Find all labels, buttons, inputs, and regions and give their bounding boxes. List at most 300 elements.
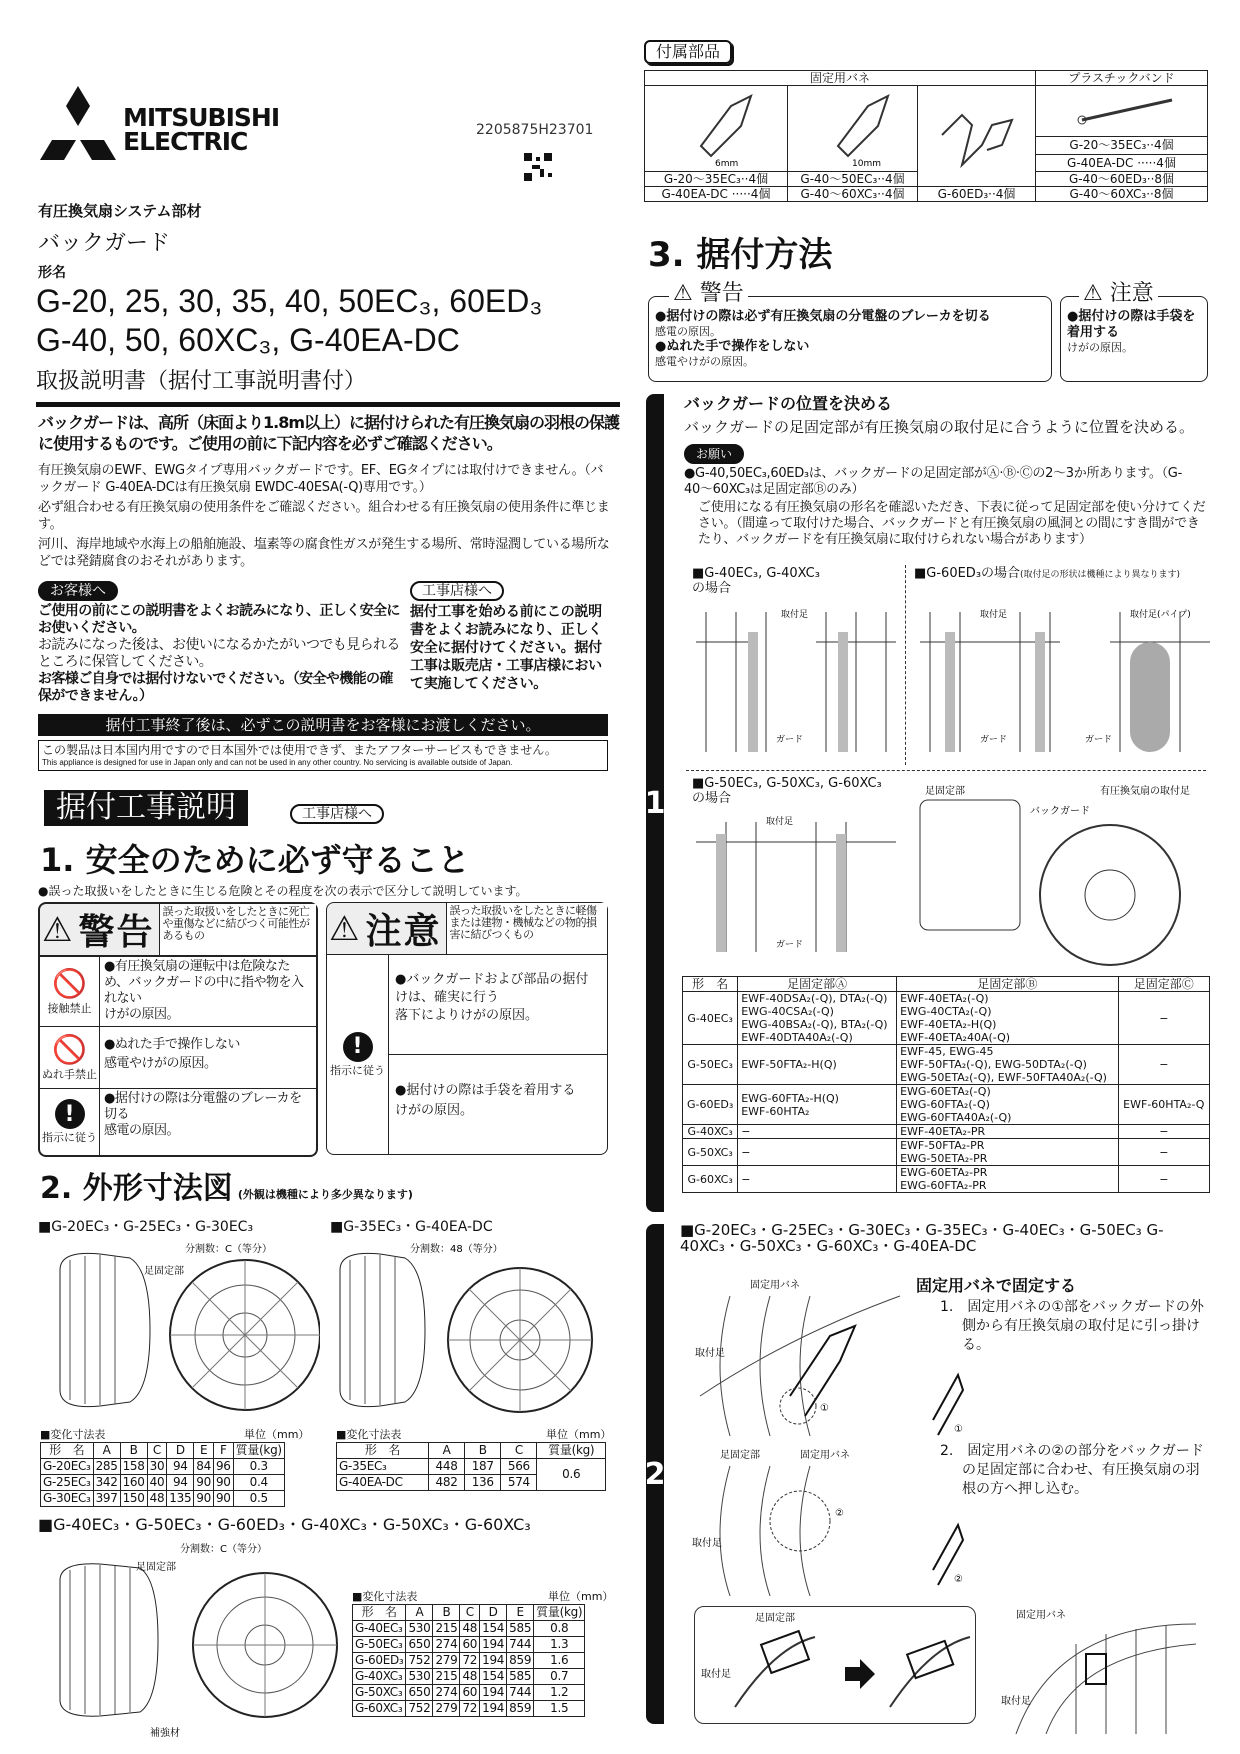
table-cell: 94 [167, 1459, 194, 1475]
japan-only-jp: この製品は日本国内用ですので日本国外では使用できず、またアフターサービスもできません。 [42, 743, 557, 757]
table-cell: EWG-60FTA₂-H(Q) EWF-60HTA₂ [738, 1085, 897, 1125]
label: 取付足 [781, 610, 809, 620]
warning-text: ●ぬれた手で操作しない [104, 1037, 240, 1052]
product-category: 有圧換気扇システム部材 [38, 202, 202, 220]
request-tag: お願い [684, 444, 744, 464]
band-qty: G-20〜35EC₃··4個 [1036, 137, 1208, 154]
press-in-sequence [695, 1607, 975, 1723]
table-cell: 397 [93, 1491, 120, 1507]
method-warning-label: 警告 [699, 281, 744, 306]
icon-label: 指示に従う [330, 1063, 385, 1077]
dimension-table-3 [352, 1604, 585, 1717]
table-cell: − [738, 1139, 897, 1166]
table-row [353, 1621, 585, 1637]
cell-mass: 0.6 [537, 1459, 606, 1491]
table-cell: 650 [406, 1685, 433, 1701]
table-cell: G-40EC₃ [353, 1621, 406, 1637]
column-header: E [194, 1443, 214, 1459]
column-header: 質量(kg) [534, 1605, 585, 1621]
install-tag: 工事店様へ [290, 804, 384, 824]
cell: 136 [465, 1475, 501, 1491]
table-cell: 0.4 [233, 1475, 284, 1491]
step1-title: バックガードの位置を決める [684, 394, 893, 413]
method-warning-text: ●ぬれた手で操作をしない [655, 339, 810, 354]
step2-title: 固定用バネで固定する [916, 1276, 1077, 1295]
reinforce-label: 補強材 [150, 1728, 180, 1739]
table-cell: − [738, 1125, 897, 1139]
step2-diagram-2 [690, 1446, 910, 1596]
column-header: E [507, 1605, 534, 1621]
dimensions-heading-wrap [40, 1170, 413, 1208]
no-touch-icon: 🚫 [52, 966, 87, 1000]
table-cell: 194 [480, 1653, 507, 1669]
table-cell: EWF-40ETA₂(-Q) EWG-40CTA₂(-Q) EWF-40ETA₂-H(Q) EWF-40ETA₂40A(-Q) [897, 992, 1119, 1045]
caution-text: ●バックガードおよび部品の据付けは、確実に行う [395, 972, 589, 1005]
column-header: A [93, 1443, 120, 1459]
dimension-table-1 [40, 1442, 285, 1507]
label: ガード [1085, 735, 1113, 745]
warning-reason: 感電やけがの原因。 [104, 1056, 217, 1071]
table-cell: 90 [194, 1475, 214, 1491]
column-header: A [428, 1443, 464, 1459]
table-cell: EWG-60ETA₂(-Q) EWG-60FTA₂(-Q) EWG-60FTA40A₂(-Q) [897, 1085, 1119, 1125]
table-row [683, 1085, 1210, 1125]
spring1-qty: G-20〜35EC₃··4個 [645, 172, 788, 187]
table-cell: 0.7 [534, 1669, 585, 1685]
foot-fix-table [682, 976, 1210, 1193]
table-cell: 285 [93, 1459, 120, 1475]
div-label: 分割数：C（等分） [185, 1244, 272, 1255]
table-cell: 752 [406, 1701, 433, 1717]
caution-block [326, 902, 608, 1155]
table-row [683, 1166, 1210, 1193]
accessories-table [644, 70, 1208, 202]
table-cell: 84 [194, 1459, 214, 1475]
label: ガード [776, 735, 804, 745]
table-row [353, 1653, 585, 1669]
brand-logo [38, 86, 278, 166]
table-cell: 48 [460, 1669, 480, 1685]
spring-6mm-icon [671, 86, 761, 168]
table-row [683, 1045, 1210, 1085]
spring-image-2 [788, 86, 918, 172]
warning-reason: 感電の原因。 [104, 1123, 180, 1138]
cell: 448 [428, 1459, 464, 1475]
table-cell: 72 [460, 1701, 480, 1717]
step2-diagram-3 [996, 1604, 1210, 1734]
model-label: 形名 [38, 265, 66, 281]
case3-title: ■G-50EC₃, G-50XC₃, G-60XC₃の場合 [692, 776, 882, 806]
dim-label: 6mm [715, 159, 739, 168]
column-header: B [120, 1443, 147, 1459]
label: 取付足 [701, 1669, 731, 1680]
label: 固定用バネ [800, 1450, 850, 1461]
table-cell: G-50XC₃ [353, 1685, 406, 1701]
label: ② [835, 1508, 844, 1519]
spring-detail-2 [918, 1510, 968, 1590]
table-cell: 0.5 [233, 1491, 284, 1507]
caution-reason: けがの原因。 [395, 1103, 474, 1118]
table-cell: 154 [480, 1621, 507, 1637]
label: ガード [980, 735, 1008, 745]
japan-only-en: This appliance is designed for use in Japan only and can not be used in any other country. No servicing is available outside of Japan. [42, 758, 513, 767]
step2-diagram-1 [690, 1276, 910, 1438]
models-line2: G-40, 50, 60XC₃, G-40EA-DC [36, 322, 460, 358]
safety-heading: 1. 安全のために必ず守ること [40, 841, 470, 879]
column-header: B [433, 1605, 460, 1621]
band-header: プラスチックバンド [1036, 71, 1208, 86]
table-cell: 744 [507, 1685, 534, 1701]
table-cell: G-50EC₃ [353, 1637, 406, 1653]
label: 有圧換気扇の取付足 [1100, 786, 1190, 797]
table-cell: G-30EC₃ [41, 1491, 94, 1507]
table-cell: 1.2 [534, 1685, 585, 1701]
spring2-qty: G-40〜50EC₃··4個 [788, 172, 918, 187]
icon-label: 接触禁止 [47, 1001, 92, 1015]
brand-line2: ELECTRIC [123, 127, 248, 156]
label: 固定用バネ [750, 1280, 800, 1291]
cell: 482 [428, 1475, 464, 1491]
method-caution-label: 注意 [1109, 281, 1154, 306]
caution-row [389, 955, 607, 1055]
table-cell: 194 [480, 1685, 507, 1701]
brand-line1: MITSUBISHI [123, 103, 280, 132]
table-cell: EWF-40DSA₂(-Q), DTA₂(-Q) EWG-40CSA₂(-Q) EWG-40BSA₂(-Q), BTA₂(-Q) EWF-40DTA40A₂(-Q) [738, 992, 897, 1045]
dimensions-note: (外観は機種により多少異なります) [237, 1188, 413, 1201]
guard-diagram-medium [330, 1240, 610, 1420]
caution-label: 注意 [365, 911, 442, 952]
table-row [683, 1125, 1210, 1139]
column-header: C [501, 1443, 537, 1459]
install-title: 据付工事説明 [44, 790, 248, 826]
request-text-2: ご使用になる有圧換気扇の形名を確認いただき、下表に従って足固定部を使い分けてください。（間違って取付けた場合、バックガードと有圧換気扇の風洞との間にすき間ができたり、バックガードを有圧換気扇に取付けられない場合があります） [698, 500, 1206, 547]
caution-row [389, 1055, 607, 1147]
table1-unit: 単位（mm） [244, 1428, 310, 1441]
intro-bullet: 有圧換気扇のEWF、EWGタイプ専用バックガードです。EF、EGタイプには取付けできません。（バックガード G-40EA-DCは有圧換気扇 EWDC-40ESA(-Q)専用です。） [38, 463, 604, 495]
foot-label: 足固定部 [136, 1562, 176, 1573]
table-cell: G-40XC₃ [353, 1669, 406, 1685]
method-caution-box [1060, 281, 1208, 382]
icon-label: 指示に従う [42, 1131, 97, 1144]
column-header: A [406, 1605, 433, 1621]
method-warning-box [648, 281, 1052, 382]
column-header: 足固定部Ⓒ [1118, 977, 1209, 992]
table-cell: 60 [460, 1685, 480, 1701]
column-header: 形 名 [41, 1443, 94, 1459]
warning-desc: 誤った取扱いをしたときに死亡や重傷などに結びつく可能性があるもの [159, 904, 317, 955]
spring2-qty: G-40〜60XC₃··4個 [788, 187, 918, 202]
table-cell: EWF-45, EWG-45 EWF-50FTA₂(-Q), EWG-50DTA₂(-Q) EWG-50ETA₂(-Q), EWF-50FTA40A₂(-Q) [897, 1045, 1119, 1085]
column-header: C [460, 1605, 480, 1621]
label: 取付足 [692, 1538, 722, 1549]
label: ① [820, 1403, 829, 1414]
table-row [353, 1637, 585, 1653]
table-cell: − [1118, 1139, 1209, 1166]
step2-instr1: 1. 固定用バネの①部をバックガードの外側から有圧換気扇の取付足に引っ掛ける。 [940, 1299, 1204, 1353]
table-cell: − [1118, 1166, 1209, 1193]
mandatory-icon: ! [343, 1032, 373, 1062]
group1-title: ■G-20EC₃・G-25EC₃・G-30EC₃ [38, 1219, 254, 1235]
method-caution-text: ●据付けの際は手袋を着用する [1067, 309, 1196, 340]
table1-title: ■変化寸法表 [40, 1428, 106, 1441]
div-label: 分割数：48（等分） [410, 1244, 503, 1255]
cell: 574 [501, 1475, 537, 1491]
step2-number: 2 [644, 1456, 666, 1492]
table-cell: EWF-50FTA₂-H(Q) [738, 1045, 897, 1085]
column-header: 形 名 [337, 1443, 429, 1459]
table-cell: 72 [460, 1653, 480, 1669]
table2-unit: 単位（mm） [546, 1428, 612, 1441]
table-cell: − [1118, 1125, 1209, 1139]
column-header: F [213, 1443, 233, 1459]
column-header: 形 名 [683, 977, 738, 992]
doc-number: 2205875H23701 [476, 122, 594, 138]
cell: G-40EA-DC [337, 1475, 429, 1491]
dim-label: 10mm [851, 159, 881, 168]
column-header: 質量(kg) [537, 1443, 606, 1459]
step2-instr2: 2. 固定用バネの②の部分をバックガードの足固定部に合わせ、有圧換気扇の羽根の方へ押し込む。 [940, 1443, 1204, 1497]
spring-detail-1 [918, 1360, 968, 1440]
intro-bullet: 必ず組合わせる有圧換気扇の使用条件をご確認ください。組合わせる有圧換気扇の使用条件に準じます。 [38, 500, 610, 532]
method-warning-text: ●据付けの際は必ず有圧換気扇の分電盤のブレーカを切る [655, 309, 991, 324]
intro-lead: バックガードは、高所（床面より1.8m以上）に据付けられた有圧換気扇の羽根の保護に使用するものです。ご使用の前に下記内容を必ずご確認ください。 [38, 413, 620, 453]
method-warning-reason: 感電の原因。 [655, 325, 721, 338]
column-header: 質量(kg) [233, 1443, 284, 1459]
table-cell: EWG-60ETA₂-PR EWG-60FTA₂-PR [897, 1166, 1119, 1193]
spring3-qty: G-60ED₃··4個 [918, 187, 1036, 202]
table-cell: 1.3 [534, 1637, 585, 1653]
icon-label: ぬれ手禁止 [42, 1067, 97, 1081]
table-cell: EWF-50FTA₂-PR EWG-50ETA₂-PR [897, 1139, 1119, 1166]
column-header: D [480, 1605, 507, 1621]
table-row [353, 1669, 585, 1685]
column-header: C [147, 1443, 167, 1459]
method-caution-reason: けがの原因。 [1067, 341, 1133, 354]
customer-bold2: お客様ご自身では据付けないでください。（安全や機能の確保ができません。） [38, 671, 393, 704]
table-cell: 160 [120, 1475, 147, 1491]
table-cell: 158 [120, 1459, 147, 1475]
table-cell: EWF-40ETA₂-PR [897, 1125, 1119, 1139]
table-cell: G-50EC₃ [683, 1045, 738, 1085]
installer-text: 据付工事を始める前にこの説明書をよくお読みになり、正しく安全に据付けてください。据付工事は販売店・工事店様において実施してください。 [410, 604, 602, 692]
customer-bold1: ご使用の前にこの説明書をよくお読みになり、正しく安全にお使いください。 [38, 603, 400, 636]
table-row [683, 992, 1210, 1045]
table-row [41, 1491, 285, 1507]
label: ガード [776, 940, 804, 950]
cell: 566 [501, 1459, 537, 1475]
caution-triangle-icon: ⚠ [329, 908, 360, 949]
band-image [1036, 86, 1208, 137]
table-cell: 215 [433, 1621, 460, 1637]
table-cell: G-60ED₃ [683, 1085, 738, 1125]
table-row [337, 1459, 606, 1475]
frame-diagram-case3 [696, 812, 896, 962]
column-header: 足固定部Ⓐ [738, 977, 897, 992]
table-cell: 279 [433, 1653, 460, 1669]
guard-diagram-small [40, 1240, 320, 1420]
table2-title: ■変化寸法表 [336, 1428, 402, 1441]
table-cell: 48 [460, 1621, 480, 1637]
table-cell: 744 [507, 1637, 534, 1653]
frame-diagram-case2 [920, 602, 1210, 762]
caution-text: ●据付けの際は手袋を着用する [395, 1083, 576, 1098]
warning-row [40, 1027, 316, 1089]
case-divider [905, 565, 906, 765]
table-cell: 650 [406, 1637, 433, 1653]
intro-bullet: 河川、海岸地域や水海上の船舶施設、塩素等の腐食性ガスが発生する場所、常時湿潤している場所などでは発錆腐食のおそれがあります。 [38, 537, 610, 569]
table-cell: 150 [120, 1491, 147, 1507]
table-cell: 194 [480, 1701, 507, 1717]
table-cell: 859 [507, 1701, 534, 1717]
arrow-right-icon [845, 1659, 875, 1689]
foot-label: 足固定部 [144, 1266, 184, 1277]
warning-reason: けがの原因。 [104, 1007, 180, 1022]
label: ① [954, 1424, 963, 1435]
step2-bar [646, 1224, 664, 1724]
table-cell: 279 [433, 1701, 460, 1717]
table-row [41, 1459, 285, 1475]
japan-only-box [38, 740, 608, 771]
band-qty: G-40EA-DC ·····4個 [1036, 154, 1208, 171]
warning-header [38, 902, 318, 957]
label: 足固定部 [925, 786, 965, 797]
customer-notice [38, 580, 402, 705]
table-cell: − [1118, 992, 1209, 1045]
table-cell: 585 [507, 1621, 534, 1637]
warning-text: ●有圧換気扇の運転中は危険なため、バックガードの中に指や物を入れない [104, 959, 304, 1006]
table-cell: 585 [507, 1669, 534, 1685]
table-cell: 135 [167, 1491, 194, 1507]
table-cell: G-50XC₃ [683, 1139, 738, 1166]
table-cell: 96 [213, 1459, 233, 1475]
table-cell: 0.8 [534, 1621, 585, 1637]
caution-desc: 誤った取扱いをしたときに軽傷または建物・機械などの物的損害に結びつくもの [446, 903, 608, 954]
case1-title: ■G-40EC₃, G-40XC₃の場合 [692, 566, 820, 596]
cell: G-35EC₃ [337, 1459, 429, 1475]
dimension-table-2 [336, 1442, 606, 1491]
table-cell: 40 [147, 1475, 167, 1491]
label: ② [954, 1574, 963, 1585]
label: 取付足 [695, 1348, 725, 1359]
div-label: 分割数：C（等分） [180, 1544, 267, 1555]
frame-diagram-case1 [696, 602, 896, 762]
accessories-tag: 付属部品 [644, 40, 732, 64]
method-warning-reason: 感電やけがの原因。 [655, 355, 754, 368]
table-cell: G-25EC₃ [41, 1475, 94, 1491]
column-header: 足固定部Ⓑ [897, 977, 1119, 992]
table-cell: G-40XC₃ [683, 1125, 738, 1139]
guard-diagram-large [40, 1540, 340, 1740]
label: バックガード [1030, 806, 1090, 817]
step2-detail-box [694, 1606, 976, 1724]
step2-models: ■G-20EC₃・G-25EC₃・G-30EC₃・G-35EC₃・G-40EC₃・G-50EC₃ G-40XC₃・G-50XC₃・G-60XC₃・G-40EA-DC [680, 1221, 1164, 1255]
spring-double-icon [932, 95, 1022, 175]
customer-tag: お客様へ [38, 581, 118, 601]
case2-note: (取付足の形状は機種により異なります) [1020, 570, 1181, 580]
step1-bar [646, 394, 664, 1212]
table-cell: 30 [147, 1459, 167, 1475]
table-cell: 194 [480, 1637, 507, 1653]
three-diamonds-icon [38, 86, 118, 162]
label: 取付足(パイプ) [1130, 610, 1191, 620]
table-cell: EWF-60HTA₂-Q [1118, 1085, 1209, 1125]
table-cell: − [1118, 1045, 1209, 1085]
qr-code-icon [524, 152, 552, 182]
table-cell: 90 [213, 1475, 233, 1491]
group3-title: ■G-40EC₃・G-50EC₃・G-60ED₃・G-40XC₃・G-50XC₃・G-60XC₃ [38, 1515, 531, 1534]
label: 固定用バネ [1016, 1610, 1066, 1621]
table-row [353, 1685, 585, 1701]
method-caution-title: ⚠ 注意 [1079, 281, 1158, 307]
method-warning-title: ⚠ 警告 [669, 281, 748, 307]
safety-note: ●誤った取扱いをしたときに生じる危険とその程度を次の表示で区分して説明しています。 [38, 884, 528, 898]
spring1-qty: G-40EA-DC ·····4個 [645, 187, 788, 202]
table-cell: 0.3 [233, 1459, 284, 1475]
warning-triangle-icon: ⚠ [42, 909, 73, 950]
table-cell: 60 [460, 1637, 480, 1653]
group2-title: ■G-35EC₃・G-40EA-DC [330, 1219, 493, 1235]
warning-row [40, 1089, 316, 1155]
spring-image-1 [645, 86, 788, 172]
table3-title: ■変化寸法表 [352, 1590, 418, 1603]
table-cell: 859 [507, 1653, 534, 1669]
title-rule [36, 402, 620, 407]
table-cell: − [738, 1166, 897, 1193]
table-cell: 530 [406, 1669, 433, 1685]
request-text-1: ●G-40,50EC₃,60ED₃は、バックガードの足固定部がⒶ·Ⓑ·Ⓒの2〜3か所あります。（G-40〜60XC₃は足固定部Ⓑのみ） [684, 466, 1182, 497]
table3-unit: 単位（mm） [548, 1590, 614, 1603]
product-name: バックガード [38, 231, 171, 256]
warning-row [40, 957, 316, 1027]
step1-number: 1 [644, 785, 666, 821]
method-heading: 3. 据付方法 [648, 235, 833, 275]
table-cell: 530 [406, 1621, 433, 1637]
table-row [683, 1139, 1210, 1166]
cell: 187 [465, 1459, 501, 1475]
spring-10mm-icon [808, 86, 898, 168]
handover-bar: 据付工事終了後は、必ずこの説明書をお客様にお渡しください。 [38, 714, 608, 736]
table-cell: 215 [433, 1669, 460, 1685]
mandatory-icon: ! [55, 1099, 85, 1129]
column-header: D [167, 1443, 194, 1459]
case-hdivider [686, 770, 1206, 771]
case2-title: ■G-60ED₃の場合 [914, 566, 1021, 581]
table-cell: G-60ED₃ [353, 1653, 406, 1669]
spring-header: 固定用バネ [645, 71, 1036, 86]
table-cell: 90 [194, 1491, 214, 1507]
label: 取付足 [1001, 1696, 1031, 1707]
manual-title: 取扱説明書（据付工事説明書付） [36, 369, 367, 394]
warning-block [38, 902, 318, 1157]
table-cell: 154 [480, 1669, 507, 1685]
table-row [353, 1701, 585, 1717]
column-header: B [465, 1443, 501, 1459]
case2-title-wrap [914, 566, 1210, 583]
table-cell: 274 [433, 1685, 460, 1701]
band-qty: G-40〜60ED₃··8個 [1036, 172, 1208, 187]
band-qty: G-40〜60XC₃··8個 [1036, 187, 1208, 202]
dimensions-heading: 2. 外形寸法図 [40, 1171, 233, 1206]
caution-header [326, 902, 608, 955]
table-cell: 94 [167, 1475, 194, 1491]
table-cell: G-40EC₃ [683, 992, 738, 1045]
table-cell: 90 [213, 1491, 233, 1507]
warning-text: ●据付けの際は分電盤のブレーカを切る [104, 1091, 302, 1122]
table-row [41, 1475, 285, 1491]
table-cell: G-60XC₃ [353, 1701, 406, 1717]
warning-label: 警告 [78, 912, 155, 953]
table-cell: 1.5 [534, 1701, 585, 1717]
